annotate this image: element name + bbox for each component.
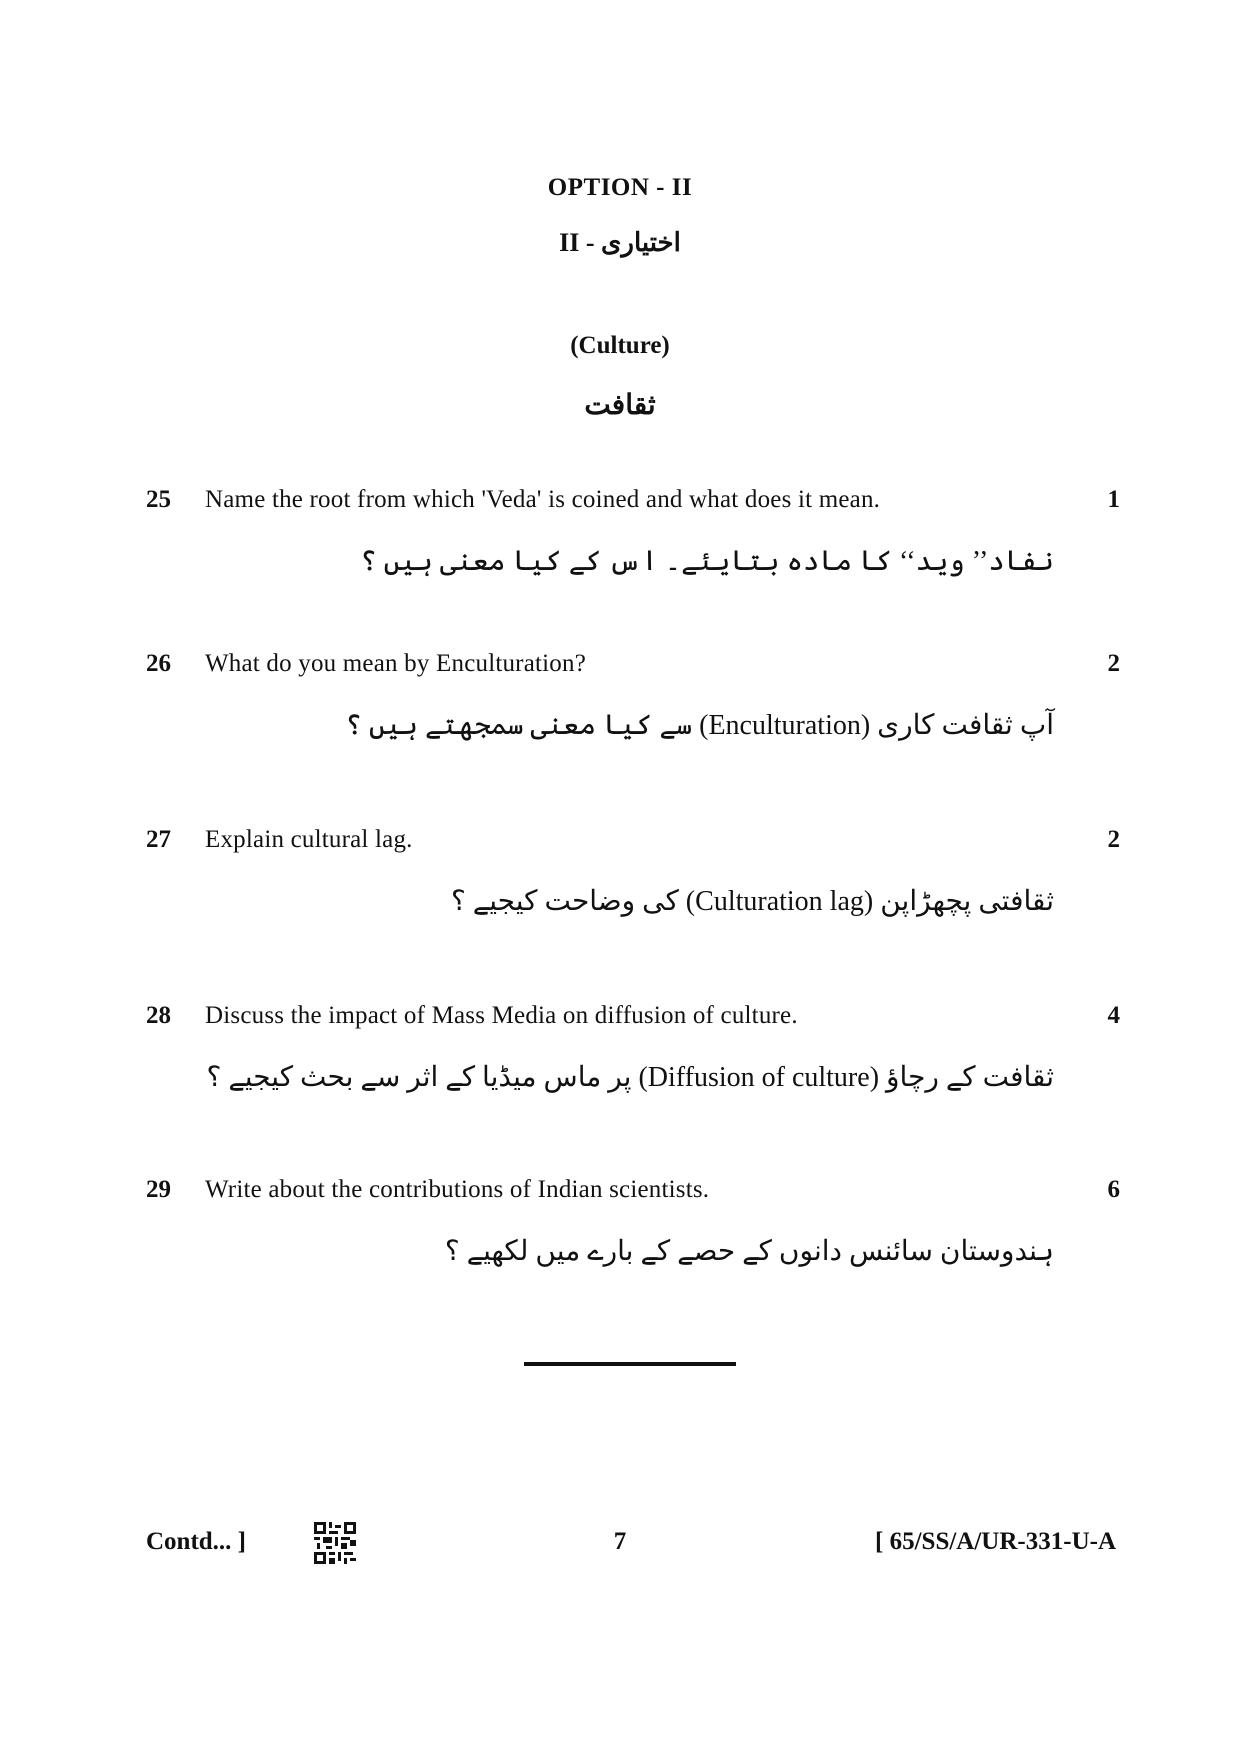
option-title: OPTION - II — [547, 174, 693, 201]
page-number: 7 — [613, 1528, 627, 1555]
option-title-urdu: اختیاری - II — [559, 228, 681, 257]
question-marks: 2 — [1107, 826, 1120, 853]
paper-code: [ 65/SS/A/UR-331-U-A — [875, 1528, 1116, 1555]
question-text-urdu: نفاد’’ وید‘‘ کا مادہ بتایئے۔ اس کے کیا معنی ہیں ؟ — [360, 546, 1054, 577]
question-number: 26 — [146, 650, 171, 677]
question-number: 27 — [146, 826, 171, 853]
question-number: 29 — [146, 1176, 171, 1203]
question-text: Write about the contributions of Indian scientists. — [205, 1176, 710, 1203]
section-title: (Culture) — [570, 332, 670, 359]
question-marks: 4 — [1107, 1002, 1120, 1029]
end-of-section-rule — [524, 1362, 736, 1366]
question-text-urdu: ہندوستان سائنس دانوں کے حصے کے بارے میں لکھیے ؟ — [444, 1236, 1054, 1267]
question-marks: 6 — [1107, 1176, 1120, 1203]
question-text-urdu: ثقافت کے رچاؤ (Diffusion of culture) پر ماس میڈیا کے اثر سے بحث کیجیے ؟ — [206, 1062, 1054, 1093]
footer-contd: Contd... ] — [146, 1528, 247, 1555]
question-number: 25 — [146, 486, 171, 513]
question-number: 28 — [146, 1002, 171, 1029]
question-marks: 1 — [1107, 486, 1120, 513]
section-title-urdu: ثقافت — [584, 390, 656, 421]
question-text: Explain cultural lag. — [205, 826, 413, 853]
question-text: What do you mean by Enculturation? — [205, 650, 586, 677]
question-text: Name the root from which 'Veda' is coined and what does it mean. — [205, 486, 881, 513]
question-text-urdu: آپ ثقافت کاری (Enculturation) سے کیا معنی سمجھتے ہیں ؟ — [345, 710, 1054, 741]
question-marks: 2 — [1107, 650, 1120, 677]
question-text: Discuss the impact of Mass Media on diffusion of culture. — [205, 1002, 798, 1029]
question-text-urdu: ثقافتی پچھڑاپن (Culturation lag) کی وضاحت کیجیے ؟ — [450, 886, 1054, 917]
